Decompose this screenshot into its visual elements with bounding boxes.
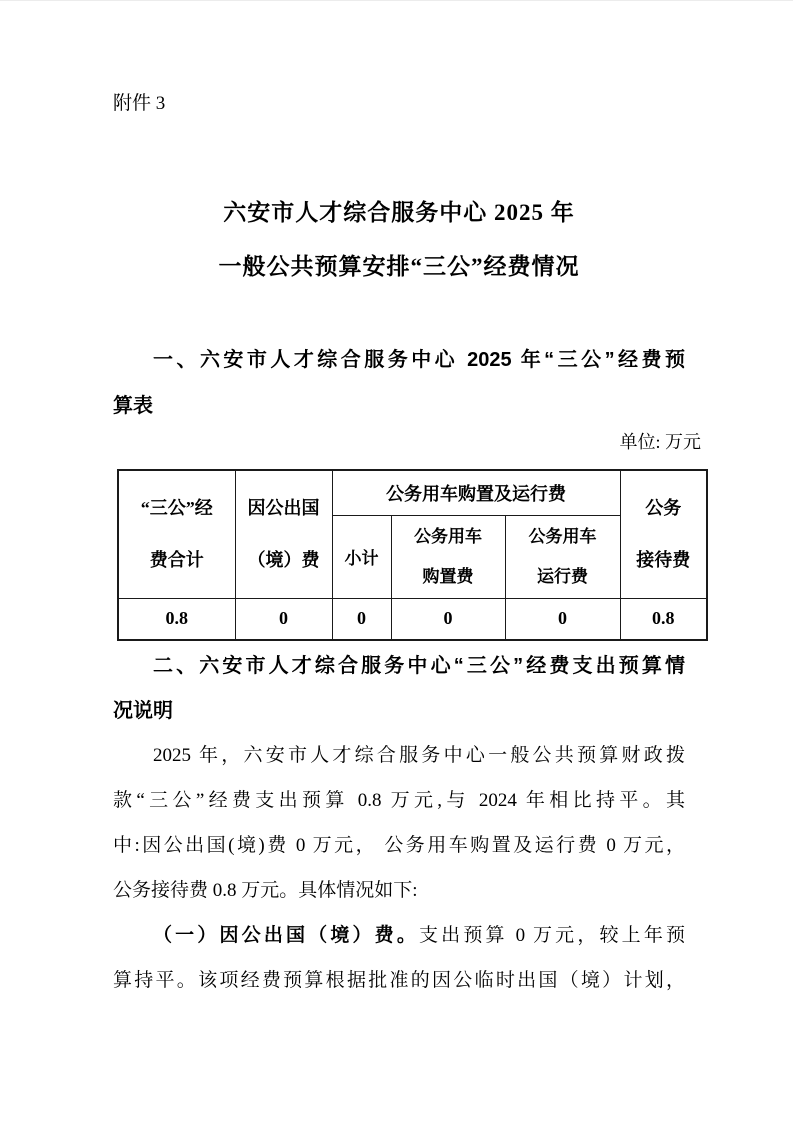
summary-paragraph-line-1: 2025 年，六安市人才综合服务中心一般公共预算财政拨: [153, 745, 685, 766]
value-cell-sangong-total: 0.8: [118, 598, 235, 640]
summary-paragraph-line-4: 公务接待费 0.8 万元。具体情况如下:: [113, 880, 418, 901]
table-value-row: [118, 598, 707, 640]
table-header-line: 公务: [645, 498, 682, 519]
value-cell-abroad: 0: [235, 598, 332, 640]
header-cell-abroad: [235, 470, 332, 598]
table-header-line: 运行费: [537, 566, 588, 586]
header-cell-sangong-total: [118, 470, 235, 598]
abroad-paragraph-bold-lead: （一）因公出国（境）费。: [153, 925, 419, 946]
header-cell-vehicle-purchase: [391, 515, 505, 598]
budget-table: [117, 469, 708, 641]
summary-paragraph-line-3: 中:因公出国(境)费 0 万元， 公务用车购置及运行费 0 万元，: [113, 835, 685, 856]
table-header-line: 费合计: [149, 550, 204, 571]
table-header-line: 公务用车: [528, 526, 597, 546]
document-title-line-1: 六安市人才综合服务中心 2025 年: [223, 200, 575, 225]
table-header-line: 公务用车: [414, 526, 482, 546]
table-header-line: 接待费: [636, 550, 691, 571]
value-cell-vehicle-operate: 0: [505, 598, 620, 640]
table-header-group-row: [118, 470, 707, 515]
header-cell-vehicle-group: 公务用车购置及运行费: [332, 470, 620, 515]
table-header-line: “三公”经: [140, 498, 213, 519]
table-header-line: 因公出国: [247, 498, 320, 519]
value-cell-vehicle-subtotal: 0: [332, 598, 391, 640]
header-cell-reception: [620, 470, 707, 598]
unit-note: 单位: 万元: [619, 432, 701, 452]
summary-paragraph-line-2: 款“三公”经费支出预算 0.8 万元,与 2024 年相比持平。其: [113, 790, 685, 811]
section-two-heading-line-2: 况说明: [113, 700, 173, 722]
table-header-line: 购置费: [422, 566, 474, 586]
document-title-line-2: 一般公共预算安排“三公”经费情况: [218, 254, 580, 279]
section-one-heading-line-1: 一、六安市人才综合服务中心 2025 年“三公”经费预: [153, 349, 685, 371]
table-header-line: （境）费: [247, 550, 320, 571]
header-cell-vehicle-subtotal: 小计: [332, 515, 391, 598]
section-two-heading-line-1: 二、六安市人才综合服务中心“三公”经费支出预算情: [153, 655, 685, 677]
attachment-label: 附件 3: [113, 93, 166, 114]
abroad-paragraph-lead-rest: 支出预算 0 万元，较上年预: [419, 925, 685, 946]
header-cell-vehicle-operate: [505, 515, 620, 598]
value-cell-reception: 0.8: [620, 598, 707, 640]
abroad-paragraph-line-2: 算持平。该项经费预算根据批准的因公临时出国（境）计划，: [113, 970, 685, 991]
value-cell-vehicle-purchase: 0: [391, 598, 505, 640]
abroad-paragraph-line-1: [113, 921, 685, 951]
section-one-heading-line-2: 算表: [113, 395, 153, 417]
